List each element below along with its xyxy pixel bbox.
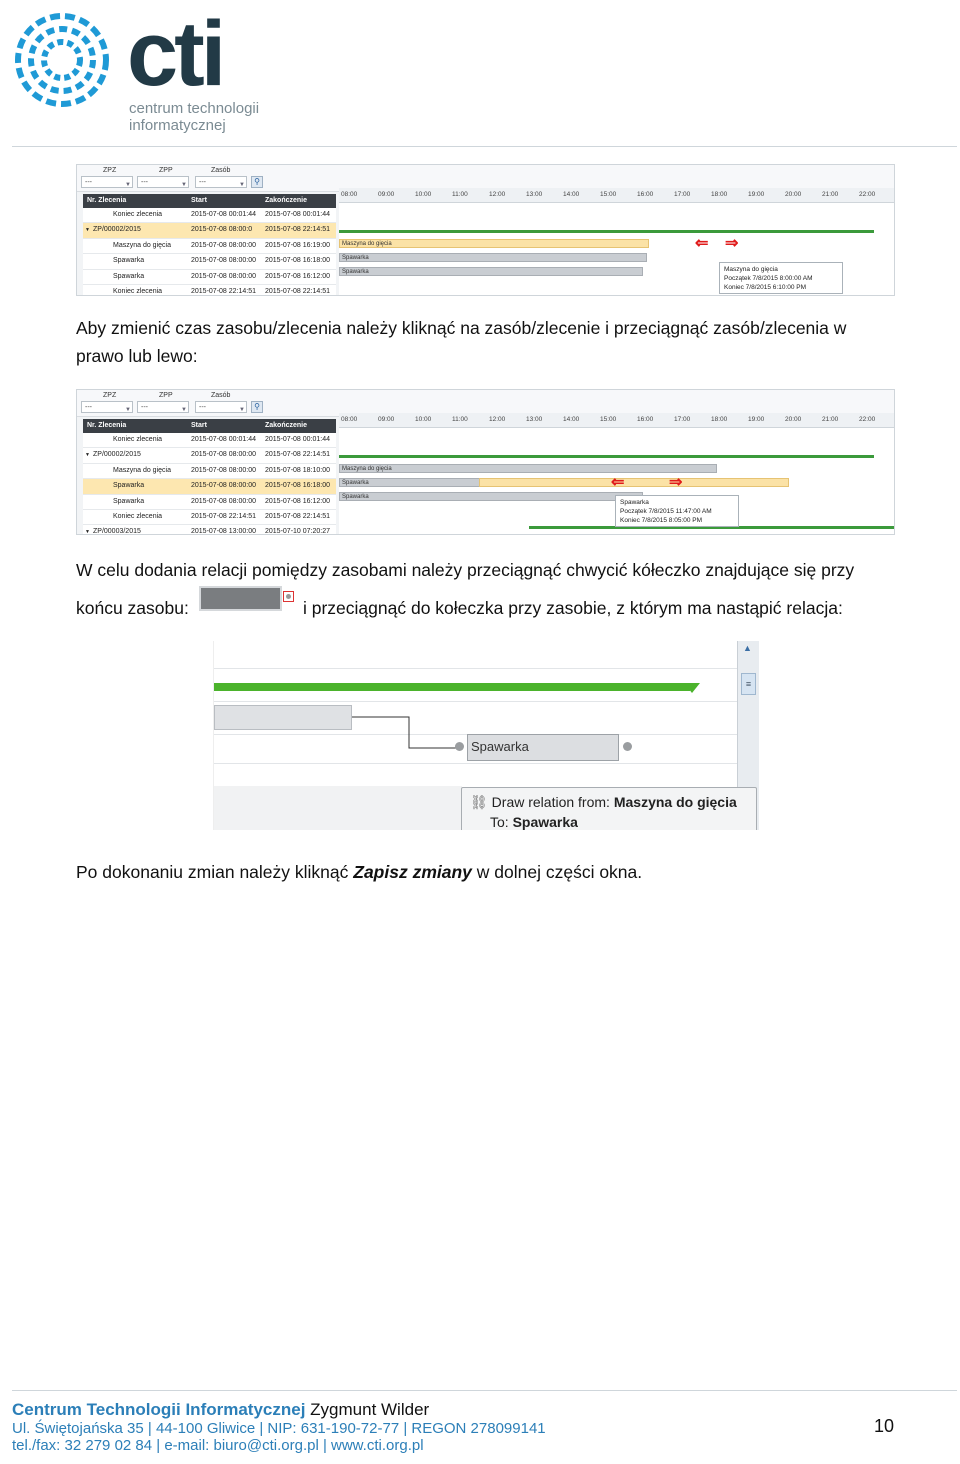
hour-tick: 13:00 bbox=[526, 191, 543, 198]
row-start: 2015-07-08 22:14:51 bbox=[191, 512, 256, 520]
row-name: Spawarka bbox=[113, 497, 145, 505]
hour-tick: 09:00 bbox=[378, 416, 395, 423]
filter-search-icon[interactable]: ⚲ bbox=[251, 401, 263, 413]
row-name: Spawarka bbox=[113, 482, 145, 490]
resource-bar[interactable]: Spawarka bbox=[339, 267, 643, 276]
instruction-relation-1: W celu dodania relacji pomiędzy zasobami należy przeciągnąć chwycić kółeczko znajdujące się przy bbox=[76, 560, 855, 580]
row-start: 2015-07-08 08:00:0 bbox=[191, 226, 253, 234]
relation-handle-icon[interactable] bbox=[455, 742, 464, 751]
timeline-panel bbox=[339, 413, 894, 534]
row-start: 2015-07-08 13:00:00 bbox=[191, 528, 256, 535]
scroll-thumb[interactable]: ≡ bbox=[741, 673, 756, 695]
hour-tick: 22:00 bbox=[859, 416, 876, 423]
filter-label: ZPZ bbox=[103, 392, 117, 399]
footer-divider bbox=[12, 1390, 957, 1391]
relation-handle-icon[interactable] bbox=[623, 742, 632, 751]
row-name: Koniec zlecenia bbox=[113, 512, 163, 520]
grid-header: Nr. Zlecenia Start Zakończenie bbox=[83, 419, 336, 433]
table-row[interactable] bbox=[83, 479, 336, 494]
order-bar[interactable] bbox=[214, 683, 690, 691]
table-row[interactable] bbox=[83, 525, 336, 535]
row-name: ZP/00002/2015 bbox=[93, 226, 141, 234]
source-resource-bar[interactable] bbox=[214, 705, 352, 730]
header-divider bbox=[12, 146, 957, 147]
timeline-header bbox=[339, 413, 894, 428]
bar-tooltip: Maszyna do gięcia Początek 7/8/2015 8:00:00 AM Koniec 7/8/2015 6:10:00 PM bbox=[719, 262, 843, 294]
hour-tick: 20:00 bbox=[785, 191, 802, 198]
gantt-screenshot-2 bbox=[76, 389, 895, 535]
filter-select[interactable]: --- ▼ bbox=[81, 176, 133, 188]
instruction-relation-3: i przeciągnąć do kołeczka przy zasobie, z którym ma nastąpić relacja: bbox=[303, 598, 843, 618]
hour-tick: 08:00 bbox=[341, 191, 358, 198]
table-row[interactable] bbox=[83, 239, 336, 254]
row-name: ZP/00003/2015 bbox=[93, 528, 141, 535]
filter-select[interactable]: --- ▼ bbox=[137, 176, 189, 188]
filter-search-icon[interactable]: ⚲ bbox=[251, 176, 263, 188]
table-row[interactable] bbox=[83, 495, 336, 510]
filter-label: ZPZ bbox=[103, 167, 117, 174]
hour-tick: 20:00 bbox=[785, 416, 802, 423]
expand-icon[interactable]: ▼ bbox=[85, 529, 90, 535]
resource-bar[interactable]: Maszyna do gięcia bbox=[339, 464, 717, 473]
hour-tick: 18:00 bbox=[711, 416, 728, 423]
drag-left-arrow-icon: ⇐ bbox=[695, 235, 709, 252]
row-start: 2015-07-08 08:00:00 bbox=[191, 466, 256, 474]
resource-bar[interactable]: Spawarka bbox=[339, 478, 489, 487]
row-name: Spawarka bbox=[113, 257, 145, 265]
table-row[interactable] bbox=[83, 285, 336, 296]
order-bar[interactable] bbox=[339, 230, 874, 233]
order-bar[interactable] bbox=[339, 455, 874, 458]
hour-tick: 14:00 bbox=[563, 416, 580, 423]
row-end: 2015-07-08 22:14:51 bbox=[265, 287, 330, 295]
row-start: 2015-07-08 22:14:51 bbox=[191, 287, 256, 295]
row-start: 2015-07-08 08:00:00 bbox=[191, 241, 256, 249]
drag-right-arrow-icon: ⇒ bbox=[669, 474, 683, 491]
hour-tick: 21:00 bbox=[822, 416, 839, 423]
table-row[interactable] bbox=[83, 464, 336, 479]
hour-tick: 21:00 bbox=[822, 191, 839, 198]
row-name: Spawarka bbox=[113, 272, 145, 280]
row-start: 2015-07-08 08:00:00 bbox=[191, 257, 256, 265]
row-name: Koniec zlecenia bbox=[113, 211, 163, 218]
table-row[interactable] bbox=[83, 208, 336, 223]
row-start: 2015-07-08 08:00:00 bbox=[191, 497, 256, 505]
filter-select[interactable]: --- ▼ bbox=[81, 401, 133, 413]
link-icon: ⛓ bbox=[470, 794, 488, 810]
hour-tick: 09:00 bbox=[378, 191, 395, 198]
table-row[interactable] bbox=[83, 510, 336, 525]
table-row[interactable] bbox=[83, 270, 336, 285]
row-end: 2015-07-08 00:01:44 bbox=[265, 211, 330, 218]
hour-tick: 11:00 bbox=[452, 416, 468, 423]
hour-tick: 17:00 bbox=[674, 416, 691, 423]
hour-tick: 10:00 bbox=[415, 191, 432, 198]
row-name: Koniec zlecenia bbox=[113, 287, 163, 295]
instruction-relation-2: końcu zasobu: bbox=[76, 598, 189, 618]
logo-emblem-icon bbox=[10, 8, 114, 112]
filter-select[interactable]: --- ▼ bbox=[137, 401, 189, 413]
resource-bar[interactable]: Spawarka bbox=[339, 253, 647, 262]
timeline-panel bbox=[339, 188, 894, 295]
resource-bar[interactable]: Maszyna do gięcia bbox=[339, 239, 649, 248]
table-row[interactable] bbox=[83, 448, 336, 463]
row-end: 2015-07-08 00:01:44 bbox=[265, 436, 330, 443]
relation-tooltip: ⛓ Draw relation from: Maszyna do gięcia To: Spawarka bbox=[461, 787, 757, 830]
grid-header: Nr. Zlecenia Start Zakończenie bbox=[83, 194, 336, 208]
save-changes-emphasis: Zapisz zmiany bbox=[353, 862, 472, 882]
hour-tick: 22:00 bbox=[859, 191, 876, 198]
timeline-header bbox=[339, 188, 894, 203]
row-name: ZP/00002/2015 bbox=[93, 451, 141, 459]
row-end: 2015-07-08 16:12:00 bbox=[265, 272, 330, 280]
bar-tooltip: Spawarka Początek 7/8/2015 11:47:00 AM Koniec 7/8/2015 8:05:00 PM bbox=[615, 495, 739, 527]
hour-tick: 13:00 bbox=[526, 416, 543, 423]
hour-tick: 16:00 bbox=[637, 191, 654, 198]
target-resource-bar[interactable]: Spawarka bbox=[467, 734, 619, 761]
filter-select[interactable]: --- ▼ bbox=[195, 176, 247, 188]
drag-right-arrow-icon: ⇒ bbox=[725, 235, 739, 252]
hour-tick: 12:00 bbox=[489, 191, 506, 198]
drag-left-arrow-icon: ⇐ bbox=[611, 474, 625, 491]
hour-tick: 19:00 bbox=[748, 191, 765, 198]
logo-wordmark: cti bbox=[127, 3, 223, 105]
row-start: 2015-07-08 08:00:00 bbox=[191, 451, 256, 459]
filter-label: Zasób bbox=[211, 392, 231, 399]
hour-tick: 16:00 bbox=[637, 416, 654, 423]
table-row[interactable] bbox=[83, 433, 336, 448]
resource-bar-dragged[interactable] bbox=[479, 478, 789, 487]
hour-tick: 17:00 bbox=[674, 191, 691, 198]
relation-screenshot bbox=[213, 641, 759, 830]
filter-label: Zasób bbox=[211, 167, 231, 174]
row-end: 2015-07-08 22:14:51 bbox=[265, 226, 330, 234]
filter-label: ZPP bbox=[159, 392, 173, 399]
expand-icon[interactable]: ▼ bbox=[85, 227, 90, 234]
footer-address: Ul. Świętojańska 35 | 44-100 Gliwice | NIP: 631-190-72-77 | REGON 278099141 bbox=[12, 1420, 546, 1437]
row-end: 2015-07-08 22:14:51 bbox=[265, 512, 330, 520]
relation-handle-icon bbox=[283, 591, 294, 602]
scroll-up-icon[interactable]: ▲ bbox=[743, 643, 752, 653]
hour-tick: 15:00 bbox=[600, 191, 617, 198]
filter-select[interactable]: --- ▼ bbox=[195, 401, 247, 413]
row-start: 2015-07-08 08:00:00 bbox=[191, 482, 256, 490]
hour-tick: 10:00 bbox=[415, 416, 432, 423]
gantt-screenshot-1 bbox=[76, 164, 895, 296]
orders-grid bbox=[83, 419, 336, 535]
row-end: 2015-07-08 16:18:00 bbox=[265, 482, 330, 490]
row-end: 2015-07-10 07:20:27 bbox=[265, 528, 330, 535]
row-end: 2015-07-08 16:19:00 bbox=[265, 241, 330, 249]
hour-tick: 14:00 bbox=[563, 191, 580, 198]
row-name: Maszyna do gięcia bbox=[113, 241, 171, 249]
row-start: 2015-07-08 00:01:44 bbox=[191, 436, 256, 443]
relation-line bbox=[351, 711, 471, 751]
hour-tick: 12:00 bbox=[489, 416, 506, 423]
filter-label: ZPP bbox=[159, 167, 173, 174]
row-end: 2015-07-08 18:10:00 bbox=[265, 466, 330, 474]
hour-tick: 15:00 bbox=[600, 416, 617, 423]
instruction-save: Po dokonaniu zmian należy kliknąć Zapisz zmiany w dolnej części okna. bbox=[76, 862, 643, 882]
row-start: 2015-07-08 00:01:44 bbox=[191, 211, 256, 218]
row-end: 2015-07-08 16:12:00 bbox=[265, 497, 330, 505]
instruction-resize: Aby zmienić czas zasobu/zlecenia należy kliknąć na zasób/zlecenie i przeciągnąć zasób/zlecenia w prawo lub lewo: bbox=[76, 318, 847, 366]
row-end: 2015-07-08 22:14:51 bbox=[265, 451, 330, 459]
hour-tick: 11:00 bbox=[452, 191, 468, 198]
orders-grid bbox=[83, 194, 336, 296]
hour-tick: 19:00 bbox=[748, 416, 765, 423]
row-name: Koniec zlecenia bbox=[113, 436, 163, 443]
footer-company: Centrum Technologii Informatycznej Zygmunt Wilder bbox=[12, 1400, 430, 1419]
inline-resource-bar bbox=[199, 586, 282, 611]
footer-contact: tel./fax: 32 279 02 84 | e-mail: biuro@cti.org.pl | www.cti.org.pl bbox=[12, 1437, 424, 1454]
hour-tick: 18:00 bbox=[711, 191, 728, 198]
expand-icon[interactable]: ▼ bbox=[85, 452, 90, 459]
row-start: 2015-07-08 08:00:00 bbox=[191, 272, 256, 280]
logo-subtitle: centrum technologii informatycznej bbox=[129, 100, 260, 134]
page-number: 10 bbox=[874, 1416, 895, 1436]
hour-tick: 08:00 bbox=[341, 416, 358, 423]
resource-bar[interactable]: Spawarka bbox=[339, 492, 643, 501]
table-row[interactable] bbox=[83, 223, 336, 238]
row-name: Maszyna do gięcia bbox=[113, 466, 171, 474]
table-row[interactable] bbox=[83, 254, 336, 269]
row-end: 2015-07-08 16:18:00 bbox=[265, 257, 330, 265]
